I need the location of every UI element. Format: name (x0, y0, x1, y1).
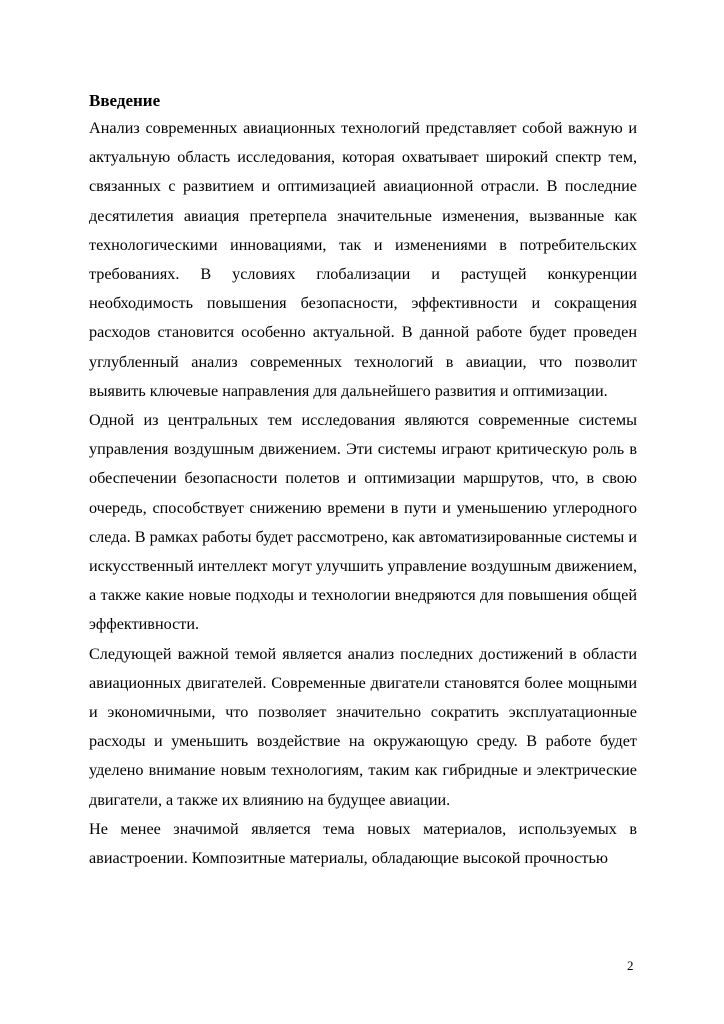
body-text (89, 114, 637, 873)
paragraph-materials: Не менее значимой является тема новых материалов, используемых в авиастроении. Композитные материалы, обладающие высокой прочностью (89, 819, 637, 868)
paragraph-intro: Анализ современных авиационных технологий представляет собой важную и актуальную область исследования, которая охватывает широкий спектр тем, связанных с развитием и оптимизацией авиационной отрасли. В последние десятилетия авиация претерпела значительные изменения, вызванные как технологическими инновациями, так и изменениями в потребительских требованиях. В условиях глобализации и растущей конкуренции необходимость повышения безопасности, эффективности и сокращения расходов становится особенно актуальной. В данной работе будет проведен углубленный анализ современных технологий в авиации, что позволит выявить ключевые направления для дальнейшего развития и оптимизации. (89, 119, 637, 400)
section-heading: Введение (89, 91, 161, 110)
paragraph-air-traffic: Одной из центральных тем исследования являются современные системы управления воздушным движением. Эти системы играют критическую роль в обеспечении безопасности полетов и оптимизации маршрутов, что, в свою очередь, способствует снижению времени в пути и уменьшению углеродного следа. В рамках работы будет рассмотрено, как автоматизированные системы и искусственный интеллект могут улучшить управление воздушным движением, а также какие новые подходы и технологии внедряются для повышения общей эффективности. (89, 411, 637, 634)
paragraph-engines: Следующей важной темой является анализ последних достижений в области авиационных двигателей. Современные двигатели становятся более мощными и экономичными, что позволяет значительно сократить эксплуатационные расходы и уменьшить воздействие на окружающую среду. В работе будет уделено внимание новым технологиям, таким как гибридные и электрические двигатели, а также их влиянию на будущее авиации. (89, 644, 637, 809)
page-number: 2 (627, 958, 634, 973)
